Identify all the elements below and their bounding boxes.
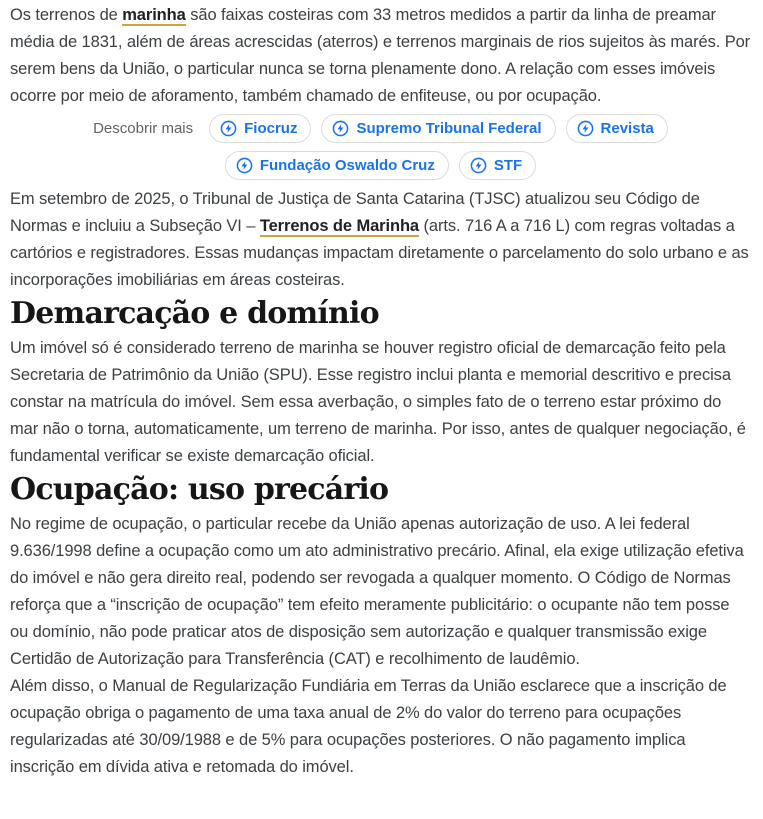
chip-fundacao-oswaldo-cruz[interactable] (225, 151, 449, 180)
discover-row-2 (225, 151, 536, 180)
paragraph-intro-text: Os terrenos de (10, 6, 123, 24)
flash-circle-icon (470, 157, 487, 174)
chip-label: Revista (600, 120, 654, 137)
chip-label: Fundação Oswaldo Cruz (259, 157, 435, 174)
flash-circle-icon (332, 120, 349, 137)
paragraph-tjsc-update (10, 186, 751, 294)
chip-fiocruz[interactable] (209, 114, 311, 143)
heading-ocupacao-uso-precario: Ocupação: uso precário (10, 472, 389, 507)
flash-circle-icon (220, 120, 237, 137)
chip-label: Fiocruz (244, 120, 298, 137)
chip-label: STF (493, 157, 523, 174)
discover-chip-block (10, 114, 751, 180)
flash-circle-icon (577, 120, 594, 137)
paragraph-ocupacao: No regime de ocupação, o particular recebe da União apenas autorização de uso. A lei federal 9.636/1998 define a ocupação como um ato administrativo precário. Afinal, ela exige utilização efetiva do imóvel e não gera direito real, podendo ser revogada a qualquer momento. O Código de Normas reforça que a “inscrição de ocupação” tem efeito meramente publicitário: o ocupante não tem posse ou domínio, não pode praticar atos de disposição sem autorização e qualquer transmissão exige Certidão de Autorização para Transferência (CAT) e recolhimento de laudêmio. (10, 515, 744, 668)
link-terrenos-de-marinha[interactable]: Terrenos de Marinha (259, 217, 420, 235)
discover-row-1 (93, 114, 668, 143)
chip-stf[interactable] (459, 151, 536, 180)
chip-revista[interactable] (566, 114, 668, 143)
paragraph-tjsc-text: Em setembro de 2025, o Tribunal de Justiça de Santa Catarina (TJSC) atualizou seu Código de Normas e incluiu a Subseção VI – (10, 190, 700, 235)
chip-supremo-tribunal-federal[interactable] (321, 114, 555, 143)
chip-label: Supremo Tribunal Federal (356, 120, 542, 137)
heading-demarcacao-e-dominio: Demarcação e domínio (10, 296, 379, 331)
paragraph-demarcacao: Um imóvel só é considerado terreno de marinha se houver registro oficial de demarcação feito pela Secretaria de Patrimônio da União (SPU). Esse registro inclui planta e memorial descritivo e precisa constar na matrícula do imóvel. Sem essa averbação, o simples fato de o terreno estar próximo do mar não o torna, automaticamente, um terreno de marinha. Por isso, antes de qualquer negociação, é fundamental verificar se existe demarcação oficial. (10, 339, 746, 465)
flash-circle-icon (236, 157, 253, 174)
paragraph-tjsc-text-cont: (arts. 716 A a 716 L) com regras voltadas a cartórios e registradores. Essas mudanças impactam diretamente o parcelamento do solo urbano e as incorporações imobiliárias em áreas costeiras. (10, 217, 749, 289)
paragraph-manual-regularizacao: Além disso, o Manual de Regularização Fundiária em Terras da União esclarece que a inscrição de ocupação obriga o pagamento de uma taxa anual de 2% do valor do terreno para ocupações regularizadas até 30/09/1988 e de 5% para ocupações posteriores. O não pagamento implica inscrição em dívida ativa e retomada do imóvel. (10, 677, 727, 776)
link-marinha[interactable]: marinha (122, 6, 186, 24)
paragraph-intro (10, 2, 751, 110)
paragraph-intro-text-cont: são faixas costeiras com 33 metros medidos a partir da linha de preamar média de 1831, além de áreas acrescidas (aterros) e terrenos marginais de rios sujeitos às marés. Por serem bens da União, o particular nunca se torna plenamente dono. A relação com esses imóveis ocorre por meio de aforamento, também chamado de enfiteuse, ou por ocupação. (10, 6, 751, 105)
discover-label: Descobrir mais (93, 120, 194, 137)
